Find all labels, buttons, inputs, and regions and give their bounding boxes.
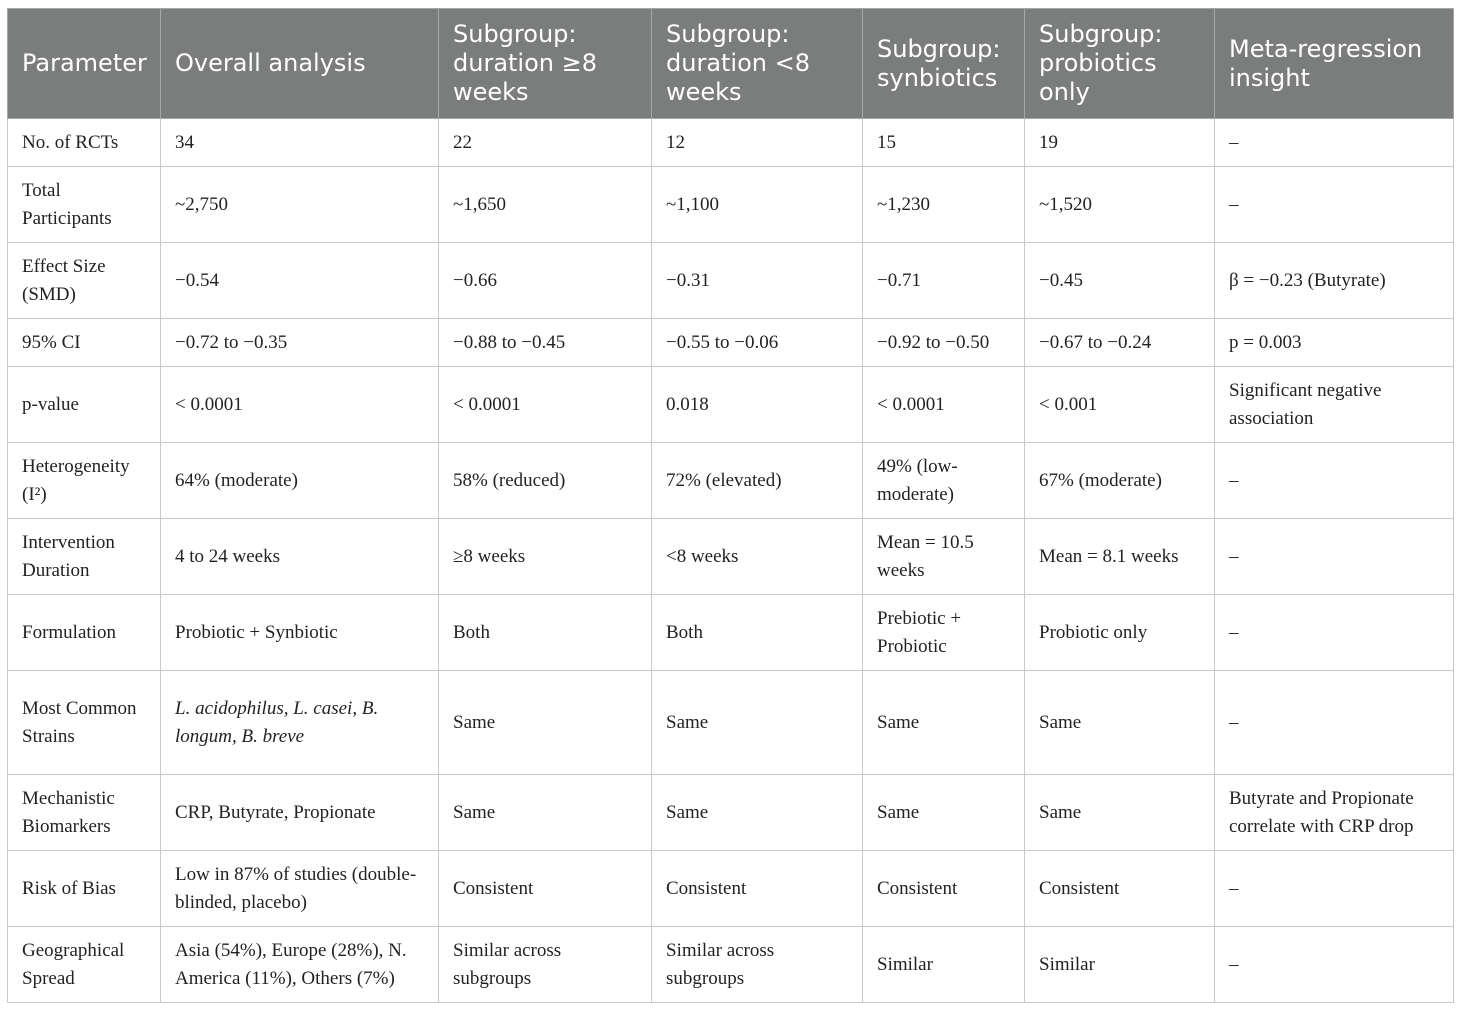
table-cell: Both xyxy=(652,595,863,671)
table-cell: Consistent xyxy=(652,851,863,927)
table-row xyxy=(8,851,1454,927)
table-row xyxy=(8,671,1454,775)
table-cell: 58% (reduced) xyxy=(439,443,652,519)
header-row xyxy=(8,9,1454,119)
header-overall-analysis: Overall analysis xyxy=(161,9,439,119)
table-cell: – xyxy=(1215,595,1454,671)
table-cell: Significant negative association xyxy=(1215,367,1454,443)
table-cell: – xyxy=(1215,927,1454,1003)
table-row xyxy=(8,167,1454,243)
table-cell: 15 xyxy=(863,119,1025,167)
header-duration-ge8: Subgroup: duration ≥8 weeks xyxy=(439,9,652,119)
table-cell: Same xyxy=(439,775,652,851)
table-body xyxy=(8,119,1454,1003)
table-cell: Consistent xyxy=(863,851,1025,927)
row-label: Formulation xyxy=(8,595,161,671)
table-row xyxy=(8,319,1454,367)
meta-analysis-table xyxy=(7,8,1454,1003)
table-cell: β = −0.23 (Butyrate) xyxy=(1215,243,1454,319)
table-cell: 34 xyxy=(161,119,439,167)
table-cell: 22 xyxy=(439,119,652,167)
table-cell: −0.71 xyxy=(863,243,1025,319)
table-cell: 64% (moderate) xyxy=(161,443,439,519)
table-header xyxy=(8,9,1454,119)
table-cell: Mean = 8.1 weeks xyxy=(1025,519,1215,595)
table-cell: Same xyxy=(1025,671,1215,775)
table-cell: Butyrate and Propionate correlate with CRP drop xyxy=(1215,775,1454,851)
row-label: Total Participants xyxy=(8,167,161,243)
table-cell: ~1,230 xyxy=(863,167,1025,243)
table-cell: Same xyxy=(652,775,863,851)
header-duration-lt8: Subgroup: duration <8 weeks xyxy=(652,9,863,119)
table-row xyxy=(8,119,1454,167)
header-parameter: Parameter xyxy=(8,9,161,119)
table-cell: Similar across subgroups xyxy=(439,927,652,1003)
table-cell: Probiotic + Synbiotic xyxy=(161,595,439,671)
table-row xyxy=(8,443,1454,519)
table-cell: <8 weeks xyxy=(652,519,863,595)
table-cell: Mean = 10.5 weeks xyxy=(863,519,1025,595)
table-cell: Both xyxy=(439,595,652,671)
table-cell: – xyxy=(1215,443,1454,519)
table-cell: < 0.0001 xyxy=(161,367,439,443)
table-cell: Consistent xyxy=(439,851,652,927)
table-row xyxy=(8,595,1454,671)
row-label: Mechanistic Biomarkers xyxy=(8,775,161,851)
table-row xyxy=(8,775,1454,851)
row-label: Risk of Bias xyxy=(8,851,161,927)
table-cell: Consistent xyxy=(1025,851,1215,927)
table-cell: −0.31 xyxy=(652,243,863,319)
table-cell: −0.66 xyxy=(439,243,652,319)
table-cell: ~1,520 xyxy=(1025,167,1215,243)
table-cell: – xyxy=(1215,671,1454,775)
row-label: Intervention Duration xyxy=(8,519,161,595)
table-cell: −0.88 to −0.45 xyxy=(439,319,652,367)
table-cell: – xyxy=(1215,851,1454,927)
table-row xyxy=(8,927,1454,1003)
table-cell: 0.018 xyxy=(652,367,863,443)
table-cell: Same xyxy=(863,671,1025,775)
table-cell: −0.54 xyxy=(161,243,439,319)
table-cell: ~2,750 xyxy=(161,167,439,243)
table-cell: – xyxy=(1215,167,1454,243)
table-cell: −0.67 to −0.24 xyxy=(1025,319,1215,367)
table-cell-strains: L. acidophilus, L. casei, B. longum, B. breve xyxy=(161,671,439,775)
table-row xyxy=(8,243,1454,319)
row-label: Effect Size (SMD) xyxy=(8,243,161,319)
table-cell: 12 xyxy=(652,119,863,167)
table-cell: Same xyxy=(863,775,1025,851)
row-label: Most Common Strains xyxy=(8,671,161,775)
table-cell: Asia (54%), Europe (28%), N. America (11%), Others (7%) xyxy=(161,927,439,1003)
table-cell: Prebiotic + Probiotic xyxy=(863,595,1025,671)
table-cell: ≥8 weeks xyxy=(439,519,652,595)
table-cell: 49% (low-moderate) xyxy=(863,443,1025,519)
table-row xyxy=(8,519,1454,595)
header-probiotics-only: Subgroup: probiotics only xyxy=(1025,9,1215,119)
table-cell: – xyxy=(1215,519,1454,595)
table-cell: Similar xyxy=(1025,927,1215,1003)
table-cell: ~1,650 xyxy=(439,167,652,243)
row-label: Heterogeneity (I²) xyxy=(8,443,161,519)
header-synbiotics: Subgroup: synbiotics xyxy=(863,9,1025,119)
table-cell: p = 0.003 xyxy=(1215,319,1454,367)
row-label: p-value xyxy=(8,367,161,443)
table-cell: CRP, Butyrate, Propionate xyxy=(161,775,439,851)
row-label: 95% CI xyxy=(8,319,161,367)
table-cell: 67% (moderate) xyxy=(1025,443,1215,519)
table-cell: −0.92 to −0.50 xyxy=(863,319,1025,367)
table-cell: Same xyxy=(652,671,863,775)
table-cell: < 0.001 xyxy=(1025,367,1215,443)
table-cell: 72% (elevated) xyxy=(652,443,863,519)
table-cell: Probiotic only xyxy=(1025,595,1215,671)
table-cell: −0.45 xyxy=(1025,243,1215,319)
table-cell: −0.72 to −0.35 xyxy=(161,319,439,367)
table-cell: Same xyxy=(1025,775,1215,851)
table-cell: Similar across subgroups xyxy=(652,927,863,1003)
table-cell: 4 to 24 weeks xyxy=(161,519,439,595)
table-cell: Same xyxy=(439,671,652,775)
header-meta-regression: Meta-regression insight xyxy=(1215,9,1454,119)
table-cell: – xyxy=(1215,119,1454,167)
table-cell: Similar xyxy=(863,927,1025,1003)
row-label: Geographical Spread xyxy=(8,927,161,1003)
table-cell: < 0.0001 xyxy=(439,367,652,443)
row-label: No. of RCTs xyxy=(8,119,161,167)
table-cell: −0.55 to −0.06 xyxy=(652,319,863,367)
table-cell: ~1,100 xyxy=(652,167,863,243)
table-cell: < 0.0001 xyxy=(863,367,1025,443)
table-row xyxy=(8,367,1454,443)
table-cell: Low in 87% of studies (double-blinded, placebo) xyxy=(161,851,439,927)
table-cell: 19 xyxy=(1025,119,1215,167)
